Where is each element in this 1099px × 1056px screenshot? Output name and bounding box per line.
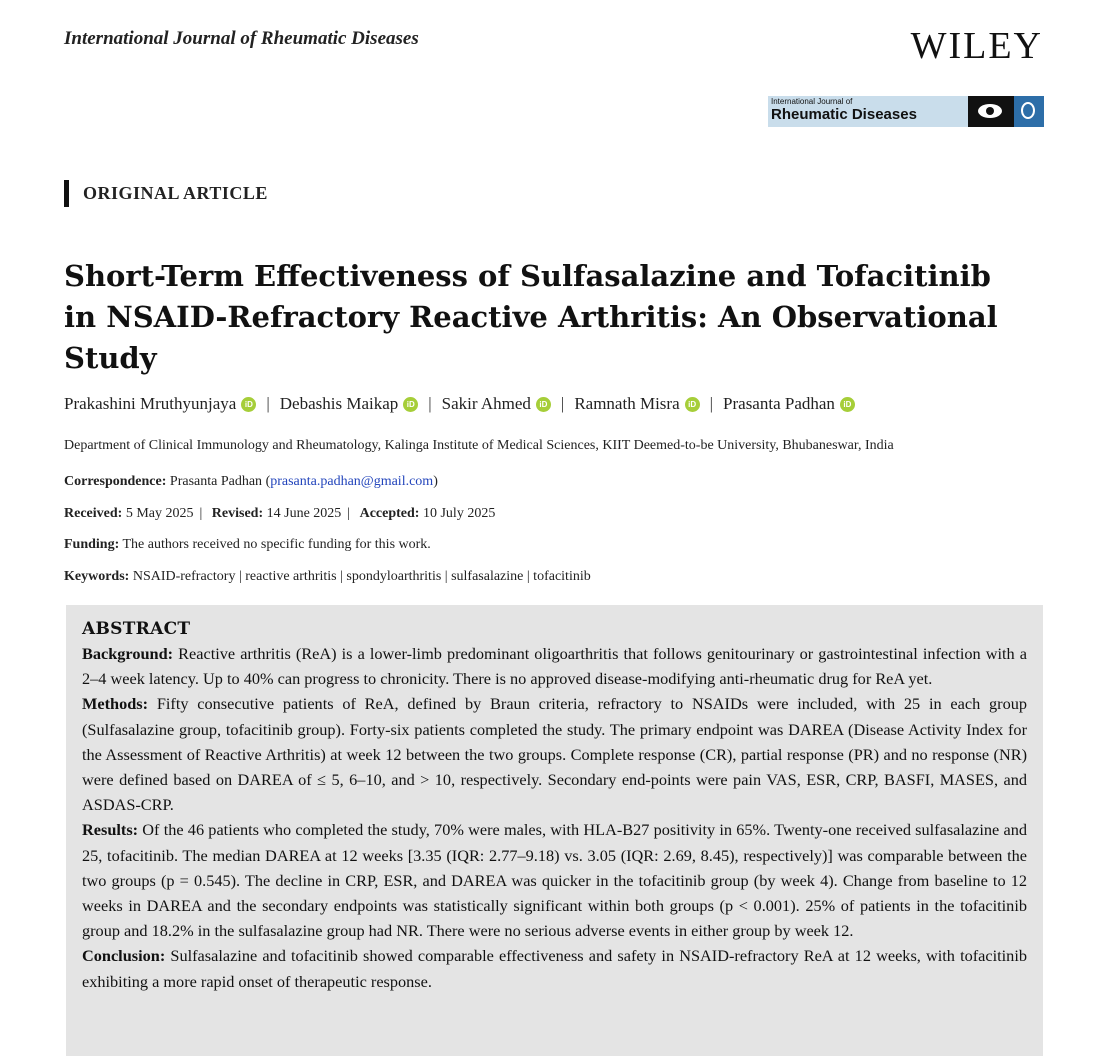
author[interactable]: Debashis Maikap iD bbox=[280, 394, 419, 413]
author[interactable]: Prasanta Padhan iD bbox=[723, 394, 855, 413]
revised-label: Revised: bbox=[211, 506, 264, 521]
abstract-background: Background: Reactive arthritis (ReA) is a lower-limb predominant oligoarthritis that follows genitourinary or gastrointestinal infection with a 2–4 week latency. Up to 40% can progress to chronicity. There is no approved disease-modifying anti-rheumatic drug for ReA yet. bbox=[82, 644, 1027, 689]
orcid-icon[interactable]: iD bbox=[685, 397, 700, 412]
funding bbox=[64, 537, 431, 553]
orcid-icon[interactable]: iD bbox=[840, 397, 855, 412]
author[interactable]: Prakashini Mruthyunjaya iD bbox=[64, 394, 256, 413]
orcid-icon[interactable]: iD bbox=[241, 397, 256, 412]
journal-name: International Journal of Rheumatic Diseases bbox=[64, 28, 419, 49]
funding-label: Funding: bbox=[64, 537, 120, 552]
author[interactable]: Sakir Ahmed iD bbox=[442, 394, 551, 413]
article-dates: Received: 5 May 2025 | Revised: 14 June 2025 | Accepted: 10 July 2025 bbox=[64, 506, 496, 521]
eye-logo-icon bbox=[968, 96, 1014, 127]
society-logo-icon bbox=[1014, 96, 1044, 127]
keywords-text: NSAID-refractory | reactive arthritis | spondyloarthritis | sulfasalazine | tofacitinib bbox=[132, 569, 591, 584]
abstract-heading: ABSTRACT bbox=[82, 619, 191, 639]
accepted-date: 10 July 2025 bbox=[422, 506, 496, 521]
correspondence-label: Correspondence: bbox=[64, 474, 167, 489]
abstract-box bbox=[66, 605, 1043, 1056]
orcid-icon[interactable]: iD bbox=[403, 397, 418, 412]
abstract-methods: Methods: Fifty consecutive patients of ReA, defined by Braun criteria, refractory to NSAIDs were included, with 25 in each group (Sulfasalazine group, tofacitinib group). Forty-six patients completed the study. The primary endpoint was DAREA (Disease Activity Index for the Assessment of Reactive Arthritis) at week 12 between the two groups. Complete response (CR), partial response (PR) and no response (NR) were defined based on DAREA of ≤ 5, 6–10, and > 10, respectively. Secondary end-points were pain VAS, ESR, CRP, BASFI, MASES, and ASDAS-CRP. bbox=[82, 694, 1027, 815]
keywords-label: Keywords: bbox=[64, 569, 130, 584]
correspondence-name: Prasanta Padhan bbox=[169, 474, 263, 489]
received-label: Received: bbox=[64, 506, 123, 521]
publisher-logo[interactable]: WILEY bbox=[910, 25, 1043, 67]
banner-large-text: Rheumatic Diseases bbox=[771, 106, 917, 123]
funding-text: The authors received no specific funding for this work. bbox=[122, 537, 431, 552]
author[interactable]: Ramnath Misra iD bbox=[574, 394, 699, 413]
accepted-label: Accepted: bbox=[359, 506, 420, 521]
orcid-icon[interactable]: iD bbox=[536, 397, 551, 412]
author-list: Prakashini Mruthyunjaya iD | Debashis Maikap iD | Sakir Ahmed iD | Ramnath Misra iD | Prasanta Padhan iD bbox=[64, 394, 1064, 414]
received-date: 5 May 2025 bbox=[125, 506, 194, 521]
abstract-conclusion: Conclusion: Sulfasalazine and tofacitinib showed comparable effectiveness and safety in NSAID-refractory ReA at 12 weeks, with tofacitinib exhibiting a more rapid onset of therapeutic response. bbox=[82, 946, 1027, 991]
article-title: Short-Term Effectiveness of Sulfasalazine and Tofacitinib in NSAID-Refractory Reactive Arthritis: An Observational Study bbox=[64, 259, 998, 375]
correspondence-email-link[interactable]: prasanta.padhan@gmail.com bbox=[270, 474, 434, 489]
keywords bbox=[64, 569, 591, 585]
banner-small-text: International Journal of bbox=[771, 97, 853, 106]
correspondence: Correspondence: Prasanta Padhan (prasanta.padhan@gmail.com) bbox=[64, 474, 438, 489]
journal-banner[interactable] bbox=[768, 96, 1044, 127]
abstract-results: Results: Of the 46 patients who completed the study, 70% were males, with HLA-B27 positivity in 65%. Twenty-one received sulfasalazine and 25, tofacitinib. The median DAREA at 12 weeks [3.35 (IQR: 2.77–9.18) vs. 3.05 (IQR: 2.69, 8.45), respectively)] was comparable between the two groups (p = 0.545). The decline in CRP, ESR, and DAREA was quicker in the tofacitinib group (by week 4). Change from baseline to 12 weeks in DAREA and the secondary endpoints was statistically significant within both groups (p < 0.001). 25% of patients in the tofacitinib group and 18.2% in the sulfasalazine group had NR. There were no serious adverse events in either group by week 12. bbox=[82, 820, 1027, 941]
revised-date: 14 June 2025 bbox=[266, 506, 342, 521]
section-label: ORIGINAL ARTICLE bbox=[64, 180, 268, 207]
affiliation: Department of Clinical Immunology and Rheumatology, Kalinga Institute of Medical Sciences, KIIT Deemed-to-be University, Bhubaneswar, India bbox=[64, 438, 894, 453]
